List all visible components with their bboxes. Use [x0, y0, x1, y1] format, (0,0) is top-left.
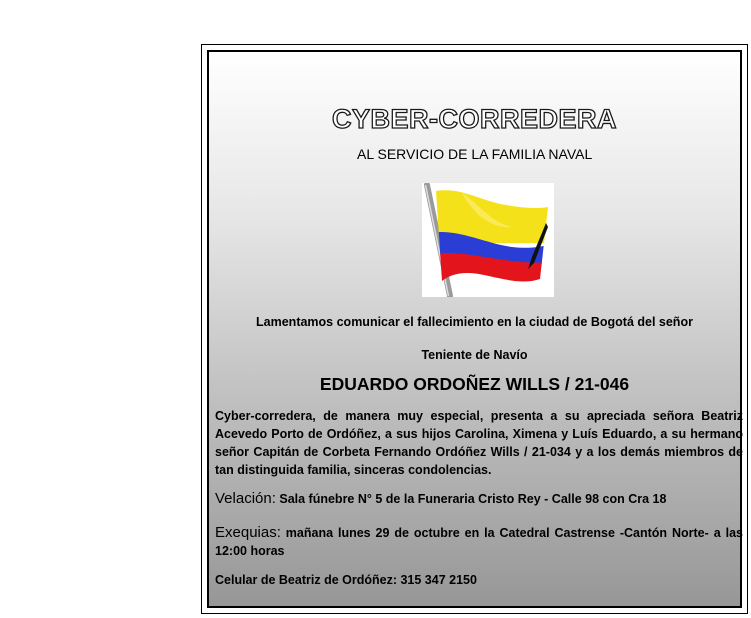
- announcement-frame: [201, 44, 748, 614]
- exequias-text: mañana lunes 29 de octubre en la Catedral Castrense -Cantón Norte- a las 12:00 horas: [215, 526, 743, 558]
- flag-image: [422, 183, 554, 297]
- deceased-rank: Teniente de Navío: [421, 348, 528, 362]
- contact-phone: Celular de Beatriz de Ordóñez: 315 347 2150: [215, 573, 477, 587]
- velacion-line: [215, 490, 743, 508]
- page-title: CYBER-CORREDERA: [331, 104, 617, 134]
- exequias-line: [215, 524, 743, 560]
- exequias-label: Exequias:: [215, 524, 281, 541]
- announcement-panel: [207, 50, 742, 608]
- deceased-name: EDUARDO ORDOÑEZ WILLS / 21-046: [319, 374, 630, 394]
- colombia-flag-icon: [422, 183, 554, 297]
- notice-intro: Lamentamos comunicar el fallecimiento en la ciudad de Bogotá del señor: [256, 315, 693, 329]
- condolences-paragraph: Cyber-corredera, de manera muy especial, presenta a su apreciada señora Beatriz Acevedo Porto de Ordóñez, a sus hijos Carolina, Ximena y Luís Eduardo, a su hermano señor Capitán de Corbeta Fernando Ordóñez Wills / 21-034 y a los demás miembros de tan distinguida familia, sinceras condolencias.: [215, 409, 743, 477]
- velacion-label: Velación:: [215, 490, 276, 507]
- velacion-text: Sala fúnebre N° 5 de la Funeraria Cristo Rey - Calle 98 con Cra 18: [275, 492, 667, 506]
- page-subtitle: AL SERVICIO DE LA FAMILIA NAVAL: [357, 146, 593, 162]
